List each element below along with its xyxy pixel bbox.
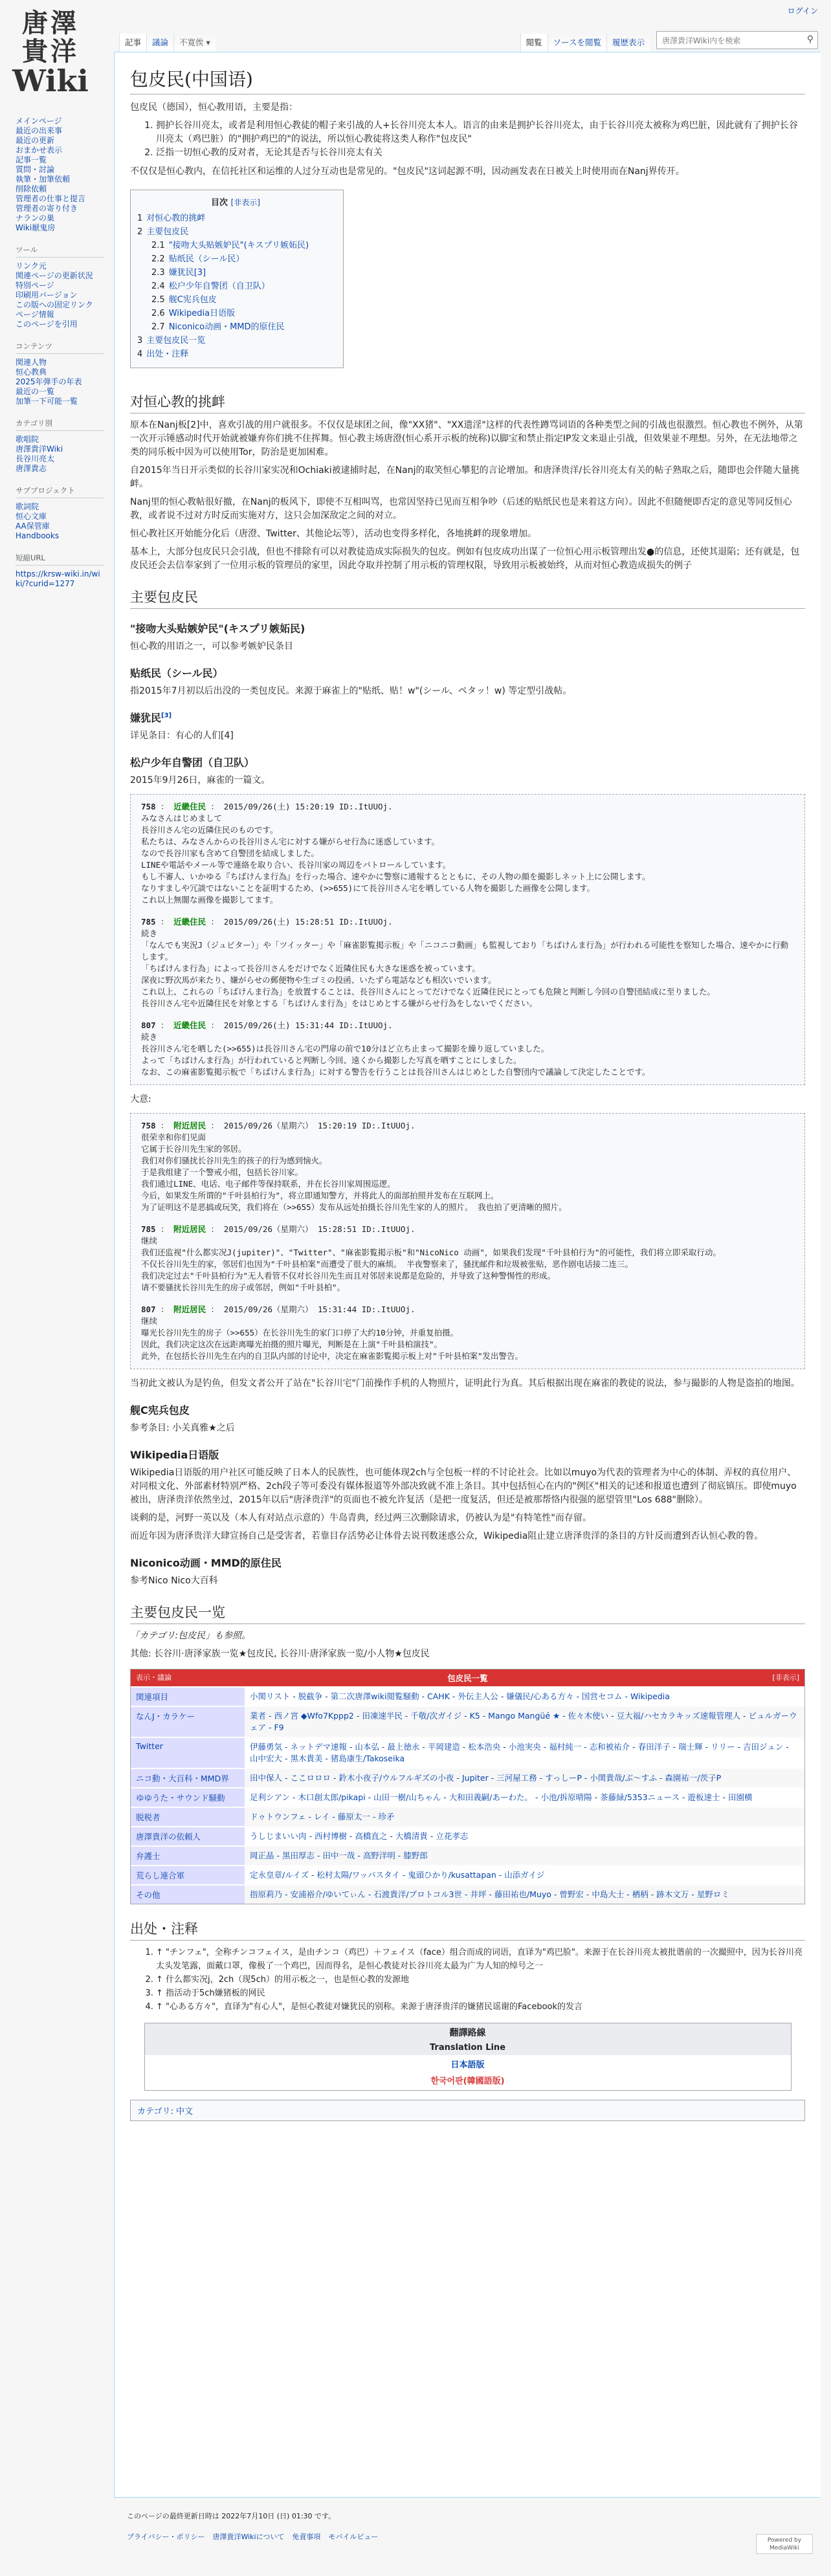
sidebar-projects [16,485,104,541]
sidebar-item[interactable] [16,184,104,194]
post-meta: 2015/09/26(土) 15:20:19 ID:.ItUUOj. [223,802,393,811]
toc-item-number: 2.3 [151,268,165,278]
toc-item-label[interactable]: 松户少年自警团（自卫队） [168,281,270,291]
sidebar-item[interactable] [16,194,104,204]
navbox-list[interactable]: 指原莉乃 - 安浦裕介/ゆいてぃん - 石渡貴洋/プロトコル3世 - 井坪 - 藤田祐也/Muyo - 曾野宏 - 中島大士 - 栖柄 - 跡木文万 - 星野ロミ [245,1886,804,1904]
reference-item: 2. ↑ 什么都实况j，2ch（现5ch）的用示板之一，也是恒心教的发源地 [156,1973,805,1987]
sidebar-item-label[interactable]: ナランの巣 [16,214,55,223]
navbox-group-label[interactable]: なんJ・カラケー [131,1707,245,1737]
post-line: よって「ちばけんま行為」が行われていると判断し今回、遠くから撮影した写真を晒すことにしました。 [141,1055,522,1065]
toc-item[interactable] [137,252,334,266]
tab-discussion[interactable]: 議論 [146,34,173,52]
post-number: 785 [141,917,156,927]
navbox-title-text[interactable]: 包皮民一覧 [447,1673,488,1683]
navbox-group-label[interactable]: 荒らし連合軍 [131,1866,245,1884]
post-line: 继续 [141,1316,158,1326]
subsection-heading: Wikipedia日语版 [130,1449,219,1461]
sidebar-item[interactable] [16,377,104,387]
navbox-group-label[interactable]: ゆゆうた・サウンド騒動 [131,1789,245,1807]
navbox-row [131,1884,804,1904]
sidebar-item-label[interactable]: https://krsw-wiki.in/wiki/?curid=1277 [16,569,100,588]
post-line: 我们还监视"什么都实况J(jupiter)"、"Twitter"、"麻雀影覧掲示板"和"NicoNico 动画"，如果我们发现"千叶县柏行为"的可能性，我们将立即采取行动。 [141,1248,721,1257]
forum-post [141,1120,794,1213]
navbox-group-label[interactable]: 関連項目 [131,1688,245,1706]
sidebar-item-label[interactable]: おまかせ表示 [16,146,63,155]
paragraph: Wikipedia日语版的用户社区可能反映了日本人的民族性，也可能体现2ch与全包板一样的不讨论社会。比如以muyo为代表的管理者为中心的体制、弄权的真位用户、对同根文化、外部素材特别严格、2ch段子等可委没有媒体报道等外部决致就不准上条目。其中包括恒心在内的"例区"相关的记述和报道也遭到了彻底镇压。即使muyo被出，唐泽贵洋依然坐过，2015年以后"唐泽贵洋"的页面也不被允许复活（是把一度复活，但还是被那帮恪内很强的愿望管里"Los 688"删除）。 [130,1468,797,1505]
sidebar-short-heading: 短縮URL [16,553,104,566]
subsection-heading: 贴纸民（シール民） [130,667,223,679]
translation-title: 翻譯路線 [145,2023,791,2042]
sidebar-tools-heading: ツール [16,245,104,258]
toc-item[interactable] [137,225,334,239]
post-line: 長谷川さん宅の近隣住民のものです。 [141,825,278,835]
definition-item: 2. 泛指一切恒心教的反对者，无论其是否与长谷川亮太有关 [156,146,805,160]
reference-item: 1. ↑ "チンフェ"，全称チンコフェイス，是由チンコ（鸡巴）＋フェイス（face）组合而成的词语，直译为"鸡巴脸"。来源于在长谷川亮太被批谐前的一次撮照中，因为长谷川亮太头发笔露，面戴口罩，像极了一个鸡巴，因而得名，是恒心教徒对长谷川亮太最为广为人知的绰号之一 [156,1946,805,1973]
forum-post-header: 758 ： 近畿住民 ： 2015/09/26(土) 15:20:19 ID:.ItUUOj. [141,802,393,811]
toc-item[interactable] [137,347,334,361]
forum-post [141,916,794,1009]
sidebar-item[interactable] [16,387,104,397]
category-link[interactable]: カテゴリ: 中文 [137,2107,193,2117]
sidebar-item[interactable] [16,165,104,175]
post-line: もし不審人、いかゆる『ちばけんま行為』を行った場合、速やかに警察に通報するとともに、その人物の顔を撮影しネット上に公開します。 [141,872,650,881]
forum-post [141,1224,794,1294]
paragraph: 谈剩的是，河野一英以及（本人有对站点示意的）牛岛青典，经过两三次删除请求，仍被认为是"有特笔性"而存留。 [130,1513,592,1523]
sidebar-item[interactable] [16,175,104,184]
navbox-toggle[interactable]: [非表示] [772,1673,799,1682]
toc-item-label[interactable]: 舰C宪兵包皮 [168,295,217,305]
sidebar-item[interactable] [16,281,104,291]
navbox-row [131,1737,804,1768]
logo-line-1: 唐澤 [22,8,79,38]
powered-by-mediawiki-badge[interactable]: Powered by MediaWiki [756,2534,813,2554]
section-heading: 主要包皮民 [130,587,805,609]
toc-item-number: 3 [137,336,143,346]
sidebar-item[interactable] [16,358,104,368]
toc-item-number: 2.4 [151,281,165,291]
sidebar-item-label[interactable]: 関連人物 [16,358,47,367]
navbox-list[interactable]: うしじまいい肉 - 西村博樹 - 高橋直之 - 大橋清貴 - 立花孝志 [250,1831,469,1841]
tab-view-source[interactable]: ソースを閲覧 [548,34,606,52]
sidebar-item-label[interactable]: AA保管庫 [16,522,50,531]
paragraph: 详见条目：有心的人们[4] [130,731,234,741]
paragraph: 恒心教社区开始能分化后（唐澄、Twitter、其他论坛等），活动也变得多样化，各地挑衅的现象增加。 [130,529,537,539]
sidebar-item-label[interactable]: リンク元 [16,261,47,270]
subsection-heading: 松户少年自警团（自卫队） [130,756,255,769]
sidebar-item[interactable] [16,146,104,155]
sidebar-item-label[interactable]: 印刷用バージョン [16,291,78,300]
toc-item[interactable] [137,280,334,293]
footnote-ref[interactable]: [3] [161,712,172,720]
sidebar-item[interactable] [16,300,104,310]
post-meta: 2015/09/26（星期六） 15:20:19 ID:.ItUUOj. [223,1121,416,1130]
post-author: 附近居民 [173,1224,206,1234]
sidebar-categories [16,418,104,474]
paragraph: 原本在Nanj板[2]中，喜欢引战的用户就很多。不仅仅是球团之间，像"XX猪"、"XX遗淫"这样的代表性蹲骂词语的各种类型之间的引战也很激烈。恒心教也不例外，从第一次开示锤感动时代开始就被嫌弃你们挑不住挥舞。恒心教主场唐澄(恒心系开示板的统称)以脚宝和禁止指定IP发文来退止引战，但效果並不理想。另外，在无法地带之类的同乐板中因为可以使用Tor，防治是更加困难。 [130,420,803,457]
quote-box-chinese [130,1113,805,1369]
post-line: 于是我组建了一个警戒小组，包括长谷川家。 [141,1167,304,1177]
toc-item-number: 2 [137,227,143,237]
section-heading: 出处・注释 [130,1919,805,1941]
navbox-group-label[interactable]: Twitter [131,1738,245,1768]
sidebar-item-label[interactable]: 特別ページ [16,281,54,290]
footer-links [127,2531,813,2542]
post-line: 继续 [141,1236,158,1246]
translation-subtitle: Translation Line [145,2042,791,2055]
paragraph: 指2015年7月初以后出没的一类包皮民。来源于麻雀上的"贴纸、贴！w"(シール、ペタッ！w) 等定型引战帖。 [130,686,572,696]
post-meta: 2015/09/26(土) 15:31:44 ID:.ItUUOj. [223,1020,393,1030]
sidebar-tools [16,245,104,329]
sidebar-item[interactable] [16,155,104,165]
sidebar-item-label[interactable]: ページ情報 [16,310,54,319]
translation-link-korean[interactable]: 한국어판(韓國語版) [430,2076,505,2086]
toc-item[interactable] [137,266,334,280]
sidebar-item-label[interactable]: 最近の一覧 [16,387,55,396]
post-line: 它属于长谷川先生家的邻居。 [141,1144,247,1154]
sidebar-item-label[interactable]: この版への固定リンク [16,300,93,309]
paragraph: Nanj里的恒心教帖很好撤，在Nanj的板风下，即使不互相叫骂，也常因坚持已见而互相争吵（后述的贴纸民也是来着这方向）。因此不但随便即否定的意见等同反恒心教，或者说不过对方时反而实施对方，这只会加深敌定之间的对立。 [130,497,792,521]
post-number: 758 [141,1121,156,1130]
toc-item-number: 1 [137,214,143,223]
sidebar-item[interactable] [16,126,104,136]
sidebar-item[interactable] [16,136,104,146]
navbox-row [131,1826,804,1845]
post-line: 長谷川さん宅を晒した(>>655)は長谷川さん宅の門扉の前で10分ほど立ち止まって撮影を繰り返していました。 [141,1044,549,1053]
subsection-heading [130,710,805,725]
search-input[interactable] [656,31,818,49]
toc-item-number: 2.6 [151,309,165,318]
post-line: これ以上無闇な画像を撮影してます。 [141,895,278,905]
sidebar-item-label[interactable]: 恒心文庫 [16,512,47,521]
post-author: 附近居民 [173,1121,206,1130]
sidebar-item[interactable] [16,454,104,464]
footer-link[interactable]: 免責事項 [292,2533,321,2541]
post-number: 807 [141,1020,156,1030]
post-line: 私たちは、みなさんからの長谷川さん宅に対する嫌がらせ行為に迷惑しています。 [141,837,440,846]
navbox-row [131,1686,804,1706]
post-line: なので長谷川家も含めて自警団を結成しました。 [141,848,320,858]
post-line: 请不要骚扰长谷川先生的房子或邻居，例如"千叶县柏"。 [141,1282,346,1292]
paragraph: 而近年因为唐泽贵洋大肆宣扬自己是受害者，若靠目存活势必让体骨去说刊数迷惑公众，Wikipedia阻止建立唐泽贵洋的条目的方针反而遭到否认恒心教的鲁。 [130,1531,764,1541]
sidebar-item[interactable] [16,214,104,223]
sidebar-item-label[interactable]: 唐澤貴志 [16,464,47,473]
logo-line-2: 貴洋 [22,36,79,67]
sidebar-item[interactable] [16,464,104,474]
post-line: 很荣幸和你们见面 [141,1132,206,1142]
see-also-note: 「カテゴリ:包皮民」も参照。 [130,1631,251,1641]
definition-list [130,119,805,160]
references-list [130,1946,805,2014]
navbox-row [131,1807,804,1826]
sidebar-item-label[interactable]: 最近の更新 [16,136,55,145]
sidebar-item-label[interactable]: 2025年弾手の年表 [16,377,82,386]
subsection-heading-text: 嫌犹民 [130,712,162,724]
reference-item: 3. ↑ 指活动于5ch嫌猪板的网民 [156,1987,805,2000]
sidebar-item-label[interactable]: 歌詞院 [16,502,39,511]
sidebar-item[interactable] [16,512,104,522]
sidebar-item-label[interactable]: Wiki厭鬼房 [16,223,56,232]
table-of-contents [130,190,344,368]
navbox-list[interactable]: 伊藤勇気 - ネットデマ速報 - 山本弘 - 最上徳永 - 平岡建造 - 松本浩央 - 小池実央 - 福村純一 - 志和被祐介 - 春田洋子 - 瑞士輝 - リリー - 吉田ジュン - 山中宏大 - 黒木貴美 - 猪島康生/Takoseika [250,1742,789,1763]
footer-link[interactable]: 唐澤貴洋Wikiについて [212,2533,285,2541]
forum-post [141,1304,794,1362]
post-line: 今后，如果发生所谓的"千叶县柏行为"，将立即通知警方，并将此人的面部拍照并发布在互联网上。 [141,1191,499,1200]
navbox-list[interactable]: 岡正晶 - 黒田厚志 - 田中一哉 - 高野洋明 - 膝野郎 [245,1847,804,1865]
tab-article[interactable]: 記事 [119,34,146,52]
navbox [130,1669,805,1904]
post-number: 785 [141,1224,156,1234]
article-content [114,52,821,2498]
forum-post-header: 785 ： 附近居民 ： 2015/09/26（星期六） 15:28:51 ID:.ItUUOj. [141,1224,416,1234]
forum-post-header: 758 ： 附近居民 ： 2015/09/26（星期六） 15:20:19 ID:.ItUUOj. [141,1121,416,1130]
navbox-vde-links[interactable]: 表示・議論 [136,1673,172,1682]
sidebar-item[interactable] [16,397,104,406]
sidebar-item-label[interactable]: 管理者の寄り付き [16,204,78,213]
toc-item-label[interactable]: 对恒心教的挑衅 [146,214,206,223]
post-line: 为了证明这不是恶搞或玩笑，我们将在（>>655）发布从远处拍摄长谷川先生家的人的照片。 我也拍了更清晰的照片。 [141,1202,567,1212]
navbox-group-label[interactable]: 唐澤貴洋の依頼人 [131,1827,245,1845]
post-line: 続き [141,1032,158,1042]
forum-post-header: 807 ： 附近居民 ： 2015/09/26（星期六） 15:31:44 ID:.ItUUOj. [141,1305,416,1314]
sidebar-contents [16,341,104,406]
paragraph: 当初此文被认为是钓鱼，但发文者公开了站在"长谷川宅"门前操作手机的人物照片，证明此行为真。其后根据出现在麻雀的教徒的说法，参与撮影的人物是盗拍的地图。 [130,1378,800,1389]
section-heading: 主要包皮民一览 [130,1602,805,1624]
last-modified: このページの最終更新日時は 2022年7月10日 (日) 01:30 です。 [127,2512,336,2520]
navbox-list[interactable]: 田中保人 - ここロロロ - 鈴木小夜子/ウルフルギズの小夜 - Jupiter - 三河屋工務 - すっしーP - 小関貴哉/ぶ～すふ - 森園祐一/茨子P [245,1769,804,1787]
sidebar-item-label[interactable]: 関連ページの更新状況 [16,271,93,280]
intro-text: 包皮民（德国），恒心教用语，主要是指： [130,102,298,113]
definition-item: 1. 拥护长谷川亮太，或者是利用恒心教徒的帽子来引战的人+长谷川亮太本人。语言的由来是拥护长谷川亮太，由于长谷川亮太被称为鸡巴脏，因此就有了拥护长谷川亮太（鸡巴脏）的"拥护鸡巴的"的说法，所以恒心教徒将这类人称作"包皮民" [156,119,805,146]
translation-label: 大意: [130,1094,151,1105]
post-author: 近畿住民 [173,802,206,811]
footer [127,2511,813,2551]
navbox-list[interactable]: 定永皇章/ルイズ - 松村太陽/ワッパスタイ - 鬼頭ひかり/kusattapan - 山添ガイジ [250,1870,545,1880]
paragraph: 恒心教的用语之一，可以参考嫉妒民条目 [130,641,293,652]
toc-item-label[interactable]: 主要包皮民 [146,227,189,237]
post-meta: 2015/09/26(土) 15:28:51 ID:.ItUUOj. [223,917,393,927]
toc-item-label[interactable]: 出处・注释 [146,349,189,359]
post-author: 附近居民 [173,1305,206,1314]
sidebar-item-label[interactable]: 執筆・加筆依頼 [16,175,71,184]
page-title: 包皮民(中国语) [130,65,805,94]
logo-line-3: Wiki [12,63,89,98]
sidebar-item-label[interactable]: Handbooks [16,531,60,540]
toc-item[interactable] [137,212,334,225]
toc-item[interactable] [137,320,334,334]
post-line: 長谷川さん宅や近隣住民を対象とする「ちばけんま行為」をはじめとする嫌がらせ行為をしないでください。 [141,998,538,1008]
toc-item-label[interactable]: 主要包皮民一览 [146,336,206,346]
subsection-heading: Niconico动画・MMD的原住民 [130,1557,282,1569]
sidebar-main [16,116,104,233]
see-also-note: 其他: 长谷川·唐泽家族一览★包皮民, 长谷川·唐泽家族一览/小人物★包皮民 [130,1649,430,1659]
sidebar-item[interactable] [16,261,104,271]
quote-box-japanese [130,794,805,1085]
paragraph: 2015年9月26日，麻雀的一篇文。 [130,775,271,786]
toc-title-text: 目次 [211,198,228,208]
navbox-list[interactable]: ドゥトウンフェ - レイ - 藤原太一 - 珍矛 [245,1808,804,1826]
post-line: 深夜に野次馬が来たり、嫌がらせの郵便物や生ゴミの投函、いたずら電話なども相次いでいます。 [141,975,496,985]
namespace-tabs [119,34,216,52]
paragraph: 基本上，大部分包皮民只会引战，但也不排除有可以对教徒造成实际损失的包皮。例如有包皮成功出谋了一位恒心用示板管理出发●的信息，还使其退陷；还有就是，包皮民还会去信奉家到了一位用示板的管理员的家里，因此夺取并控制了用示板的管理权限，导致用示板被始终，从而对恒心教造成损失的例子 [130,547,800,571]
post-line: みなさんはじめまして [141,813,223,823]
sidebar-short-url [16,553,104,589]
navbox-list[interactable]: 業者 - 西ノ宮 ◆Wfo7Kppp2 - 田凍速半民 - 千敬/次ガイジ - K5 - Mango Mangüé ★ - 佐々木使い - 豆大福/ハセカラキッズ速報管理人 - ビュルガーウェア - F9 [245,1707,804,1737]
sidebar-item-label[interactable]: 削除依頼 [16,184,47,193]
sidebar-item-label[interactable]: 恒心教典 [16,368,47,377]
tab-history[interactable]: 履歴表示 [606,34,650,52]
navbox-row [131,1706,804,1737]
paragraph: 参考Nico Nico大百科 [130,1576,218,1586]
post-line: 因此，我们决定这次在远距离曝光拍摄的照片曝光，判断是在上演"千叶县柏演技"。 [141,1339,443,1349]
subsection-heading: "接吻大头贴嫉妒民"(キスプリ嫉妬民) [130,622,305,635]
tab-read[interactable]: 閲覧 [520,34,548,52]
post-line: 不仅长谷川先生的家，邻居们也因为"千叶县柏案"而遭受了很大的麻烦。 半夜警察来了，骚扰邮件和垃圾被张贴，恶作剧电话接二连三。 [141,1259,634,1269]
toc-item[interactable] [137,334,334,347]
post-author: 近畿住民 [173,917,206,927]
navbox-group-label[interactable]: 弁護士 [131,1847,245,1865]
footer-link[interactable]: モバイルビュー [328,2533,379,2541]
sidebar-item[interactable] [16,320,104,329]
toc-item-label[interactable]: Niconico动画・MMD的原住民 [168,322,285,332]
paragraph: 参考条目: 小关真雅★之后 [130,1423,235,1433]
search-placeholder: 唐澤貴洋Wiki内を検索 [662,36,741,45]
sidebar-item-label[interactable]: 質問・討論 [16,165,55,174]
post-line: 我们通过LINE、电话、电子邮件等保持联系，并在长谷川家周围巡逻。 [141,1179,395,1189]
toc-title [137,195,334,208]
sidebar-projects-heading: サブプロジェクト [16,485,104,498]
sidebar-item[interactable] [16,116,104,126]
footer-link[interactable]: プライバシー・ポリシー [127,2533,205,2541]
post-line: なお、この麻雀影覧掲示板で「ちばけんま行為」に対する警告を行うことは長谷川さんはじめとした自警団内で議論して決定したことです。 [141,1067,650,1077]
toc-item-number: 4 [137,349,143,359]
forum-post [141,1020,794,1078]
post-number: 758 [141,802,156,811]
post-line: これ以上、これらの「ちばけんま行為」を放置することは、長谷川さんにとってだけでなく近隣住民にとっても危険と判断し今回の自警団結成に至りました。 [141,987,716,996]
sidebar-item[interactable] [16,531,104,541]
sidebar-item[interactable] [16,310,104,320]
sidebar-item[interactable] [16,522,104,531]
sidebar-item-label[interactable]: 最近の出来事 [16,126,63,135]
navbox-row [131,1845,804,1865]
post-author: 近畿住民 [173,1020,206,1030]
toc-item-label[interactable]: 贴纸民（シール民） [168,254,245,264]
post-number: 807 [141,1305,156,1314]
sidebar-item[interactable] [16,368,104,377]
sidebar-item[interactable] [16,502,104,512]
sidebar-item[interactable] [16,445,104,454]
navbox-list[interactable]: 足利シアン - 木口創太郎/pikapi - 山田一樹/山ちゃん - 大和田義嗣/あーわた。 - 小池/拆原晴陽 - 茶藤緑/5353ニュース - 遊板速士 - 田園横 [250,1792,753,1802]
post-line: 続き [141,929,158,938]
view-tabs [520,34,650,52]
sidebar-item[interactable] [16,223,104,233]
forum-post [141,801,794,906]
sidebar-item[interactable] [16,271,104,281]
post-line: なりすましや冗談ではないことを証明するため、(>>655)にて長谷川さん宅を晒している人物を撮影した画像を公開します。 [141,883,595,893]
category-links [130,2100,805,2121]
navbox-title [131,1669,804,1686]
sidebar-item[interactable] [16,204,104,214]
navbox-group-label[interactable]: ニコ動・大百科・MMD界 [131,1769,245,1787]
toc-item[interactable] [137,293,334,307]
navbox-group-label[interactable]: 脱税者 [131,1808,245,1826]
section-heading: 对恒心教的挑衅 [130,391,805,413]
personal-tools [788,5,818,16]
sidebar-item[interactable] [16,291,104,300]
post-line: LINEや電話やメール等で連絡を取り合い、長谷川家の周辺をパトロールしています。 [141,860,451,870]
reference-item: 4. ↑ "心ある方々"，直译为"有心人"，是恒心教徒对嫌犹民的别称。来源于唐泽贵洋的嫌猪民谣谢的Facebook的发言 [156,2000,805,2014]
toc-item-number: 2.5 [151,295,165,305]
forum-post-header: 785 ： 近畿住民 ： 2015/09/26(土) 15:28:51 ID:.ItUUOj. [141,917,393,927]
toc-item-label[interactable]: Wikipedia日语版 [168,309,236,318]
toc-item-number: 2.2 [151,254,165,264]
post-line: 曝光长谷川先生的房子（>>655）在长谷川先生的家门口停了大约10分钟，并重复拍摄。 [141,1328,459,1338]
sidebar-item-label[interactable]: 管理者の仕事と提言 [16,194,86,203]
toc-toggle[interactable]: [非表示] [230,198,260,207]
login-link[interactable]: ログイン [787,6,818,16]
translation-line-box [144,2023,792,2091]
tab-variant-dropdown[interactable]: 不寛俟 ▾ [173,34,216,52]
sidebar-item-label[interactable]: 唐澤貴洋Wiki [16,445,63,454]
toc-item-label[interactable]: 嫌犹民[3] [168,268,206,278]
toc-item[interactable] [137,307,334,320]
toc-item-number: 2.7 [151,322,165,332]
translation-link-japanese[interactable]: 日本語版 [450,2060,485,2070]
sidebar-contents-heading: コンテンツ [16,341,104,354]
post-meta: 2015/09/26（星期六） 15:31:44 ID:.ItUUOj. [223,1305,416,1314]
post-line: 我们对你们骚扰长谷川先生的孩子的行为感到恼火。 [141,1156,327,1165]
sidebar-item-label[interactable]: このページを引用 [16,320,78,329]
sidebar-categories-heading: カテゴリ別 [16,418,104,431]
navbox-group-label[interactable]: その他 [131,1886,245,1904]
toc-item-label[interactable]: "接吻大头贴嫉妒民"(キスプリ嫉妬民) [168,241,309,250]
toc-item[interactable] [137,239,334,252]
sidebar [16,116,104,600]
post-line: 「なんでも実況J（ジュピター）」や「ツイッター」や「麻雀影覧掲示板」や「ニコニコ動画」も監視しており「ちばけんま行為」が行われる可能性を察知した場合、速やかに行動します。 [141,940,789,962]
sidebar-item-label[interactable]: 記事一覧 [16,155,47,164]
sidebar-item-label[interactable]: 歌唱院 [16,435,39,444]
navbox-row [131,1787,804,1807]
search-icon[interactable]: ⚲ [806,34,814,45]
toc-item-number: 2.1 [151,241,165,250]
sidebar-item[interactable] [16,435,104,445]
forum-post-header: 807 ： 近畿住民 ： 2015/09/26(土) 15:31:44 ID:.ItUUOj. [141,1020,393,1030]
subsection-heading: 舰C宪兵包皮 [130,1404,190,1416]
sidebar-item-label[interactable]: 長谷川亮太 [16,454,55,463]
sidebar-item-label[interactable]: 加筆一下可能一覧 [16,397,78,406]
post-line: 此外，在包括长谷川先生在内的自卫队内部的讨论中，决定在麻雀影覧掲示板上对"千叶县柏案"发出警告。 [141,1351,524,1361]
paragraph: 自2015年当日开示类似的长谷川家实况和Ochiaki被逮捕时起，在Nanj的取笑恒心攀犯的言论增加。和唐泽贵洋/长谷川亮太有关的帖子熟取之后，随即也会伴随大量挑衅。 [130,465,800,489]
post-line: 「ちばけんま行為」によって長谷川さんをだけでなく近隣住民も大きな迷惑を被っています。 [141,963,481,973]
navbox-row [131,1865,804,1884]
sidebar-item-label[interactable]: メインページ [16,116,62,126]
intro-note: 不仅仅是恒心教内，在信托社区和运维的人过分互动也是常见的。"包皮民"这词起源不明，因动画发表在日被关上时使用而在Nanj界传开。 [130,166,685,177]
sidebar-item[interactable] [16,569,104,589]
post-line: 我们决定过去"千叶县柏行为"无人看管不仅对长谷川先生而且对邻居来说都是危险的，并导致了这种警惕性的形成。 [141,1271,556,1281]
navbox-list[interactable]: 小関リスト - 脱截争 - 第二次唐澤wiki閲覧騒動 - CAHK - 外伝主人公 - 嫌儀民/心ある方々 - 国営セコム - Wikipedia [250,1691,670,1701]
navbox-row [131,1768,804,1787]
post-meta: 2015/09/26（星期六） 15:28:51 ID:.ItUUOj. [223,1224,416,1234]
site-logo[interactable] [12,8,89,98]
